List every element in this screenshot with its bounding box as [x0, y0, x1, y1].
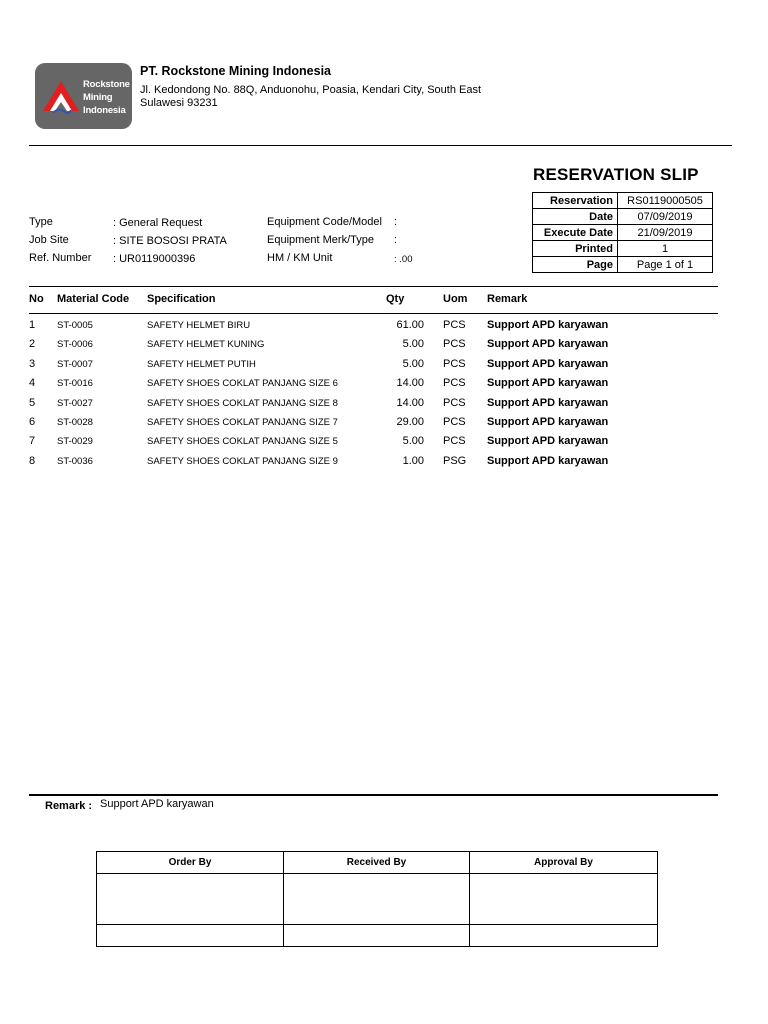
cell-code: ST-0027: [57, 398, 93, 409]
col-header-spec: Specification: [147, 293, 216, 305]
ref-number-value: : UR0119000396: [113, 253, 196, 265]
cell-qty: 1.00: [402, 455, 424, 467]
signature-header-received-by: Received By: [284, 852, 470, 874]
cell-code: ST-0036: [57, 456, 93, 467]
type-value: : General Request: [113, 217, 203, 229]
signature-box-order-by: [97, 874, 284, 925]
col-header-qty: Qty: [386, 293, 405, 305]
logo-line: Mining: [83, 92, 113, 103]
company-logo: [35, 63, 132, 129]
cell-no: 7: [29, 435, 36, 447]
col-header-code: Material Code: [57, 293, 130, 305]
table-row: [0, 416, 768, 435]
info-value: 07/09/2019: [618, 209, 713, 225]
cell-uom: PCS: [443, 319, 466, 331]
cell-spec: SAFETY SHOES COKLAT PANJANG SIZE 7: [147, 417, 338, 428]
remark-label: Remark :: [45, 800, 93, 812]
header-divider: [29, 145, 732, 146]
cell-spec: SAFETY HELMET BIRU: [147, 320, 251, 331]
table-row: [0, 377, 768, 396]
cell-code: ST-0005: [57, 320, 93, 331]
document-title: RESERVATION SLIP: [533, 165, 699, 184]
items-header-divider: [29, 313, 718, 314]
signature-table: [96, 851, 658, 947]
cell-qty: 29.00: [396, 416, 424, 428]
logo-line: Indonesia: [83, 105, 126, 116]
info-label: Date: [533, 209, 618, 225]
cell-no: 4: [29, 377, 36, 389]
info-label: Page: [533, 257, 618, 273]
table-row: [0, 319, 768, 338]
cell-remark: Support APD karyawan: [487, 377, 609, 389]
hm-km-label: HM / KM Unit: [267, 252, 333, 264]
job-site-value: : SITE BOSOSI PRATA: [113, 235, 227, 247]
cell-remark: Support APD karyawan: [487, 319, 609, 331]
cell-no: 6: [29, 416, 36, 428]
cell-remark: Support APD karyawan: [487, 338, 609, 350]
cell-qty: 5.00: [402, 338, 424, 350]
equipment-merk-value: :: [394, 234, 398, 246]
job-site-label: Job Site: [29, 234, 69, 246]
cell-code: ST-0007: [57, 359, 93, 370]
info-row: [533, 241, 713, 257]
logo-line: Rockstone: [83, 79, 130, 90]
cell-uom: PCS: [443, 416, 466, 428]
table-row: [0, 338, 768, 357]
cell-code: ST-0028: [57, 417, 93, 428]
cell-spec: SAFETY HELMET KUNING: [147, 339, 265, 350]
table-row: [0, 358, 768, 377]
signature-name-order-by: [97, 925, 284, 947]
info-row: [533, 257, 713, 273]
cell-qty: 5.00: [402, 358, 424, 370]
info-value: Page 1 of 1: [618, 257, 713, 273]
cell-qty: 61.00: [396, 319, 424, 331]
cell-uom: PCS: [443, 397, 466, 409]
table-row: [0, 455, 768, 474]
table-row: [0, 435, 768, 454]
signature-box-received-by: [284, 874, 470, 925]
equipment-code-label: Equipment Code/Model: [267, 216, 382, 228]
cell-spec: SAFETY HELMET PUTIH: [147, 359, 256, 370]
logo-wordmark: [83, 78, 131, 117]
cell-uom: PCS: [443, 358, 466, 370]
signature-name-received-by: [284, 925, 470, 947]
cell-code: ST-0016: [57, 378, 93, 389]
signature-header-order-by: Order By: [97, 852, 284, 874]
cell-spec: SAFETY SHOES COKLAT PANJANG SIZE 9: [147, 456, 338, 467]
cell-uom: PCS: [443, 435, 466, 447]
cell-qty: 14.00: [396, 397, 424, 409]
info-value: RS0119000505: [618, 193, 713, 209]
footer-divider: [29, 794, 718, 796]
signature-header-approval-by: Approval By: [470, 852, 658, 874]
equipment-code-value: :: [394, 216, 398, 228]
col-header-remark: Remark: [487, 293, 528, 305]
info-label: Reservation: [533, 193, 618, 209]
signature-box-approval-by: [470, 874, 658, 925]
cell-no: 2: [29, 338, 36, 350]
cell-code: ST-0029: [57, 436, 93, 447]
ref-number-label: Ref. Number: [29, 252, 92, 264]
col-header-no: No: [29, 293, 44, 305]
col-header-uom: Uom: [443, 293, 468, 305]
cell-no: 8: [29, 455, 36, 467]
cell-remark: Support APD karyawan: [487, 416, 609, 428]
company-name: PT. Rockstone Mining Indonesia: [140, 64, 331, 78]
info-value: 21/09/2019: [618, 225, 713, 241]
info-row: [533, 209, 713, 225]
cell-uom: PCS: [443, 338, 466, 350]
cell-no: 1: [29, 319, 36, 331]
cell-remark: Support APD karyawan: [487, 455, 609, 467]
mountain-logo-icon: [41, 77, 81, 117]
equipment-merk-label: Equipment Merk/Type: [267, 234, 374, 246]
cell-no: 3: [29, 358, 36, 370]
cell-no: 5: [29, 397, 36, 409]
cell-spec: SAFETY SHOES COKLAT PANJANG SIZE 6: [147, 378, 338, 389]
cell-spec: SAFETY SHOES COKLAT PANJANG SIZE 8: [147, 398, 338, 409]
info-value: 1: [618, 241, 713, 257]
items-top-divider: [29, 286, 718, 287]
info-label: Printed: [533, 241, 618, 257]
info-row: [533, 193, 713, 209]
cell-remark: Support APD karyawan: [487, 397, 609, 409]
remark-value: Support APD karyawan: [100, 798, 214, 810]
cell-uom: PSG: [443, 455, 467, 467]
cell-remark: Support APD karyawan: [487, 435, 609, 447]
cell-code: ST-0006: [57, 339, 93, 350]
cell-remark: Support APD karyawan: [487, 358, 609, 370]
cell-uom: PCS: [443, 377, 466, 389]
cell-qty: 5.00: [402, 435, 424, 447]
info-row: [533, 225, 713, 241]
cell-spec: SAFETY SHOES COKLAT PANJANG SIZE 5: [147, 436, 338, 447]
reservation-info-table: [532, 192, 713, 273]
table-row: [0, 397, 768, 416]
hm-km-value: : .00: [394, 254, 413, 265]
signature-name-approval-by: [470, 925, 658, 947]
info-label: Execute Date: [533, 225, 618, 241]
type-label: Type: [29, 216, 53, 228]
cell-qty: 14.00: [396, 377, 424, 389]
company-address: Jl. Kedondong No. 88Q, Anduonohu, Poasia, Kendari City, South East Sulawesi 93231: [140, 84, 482, 109]
